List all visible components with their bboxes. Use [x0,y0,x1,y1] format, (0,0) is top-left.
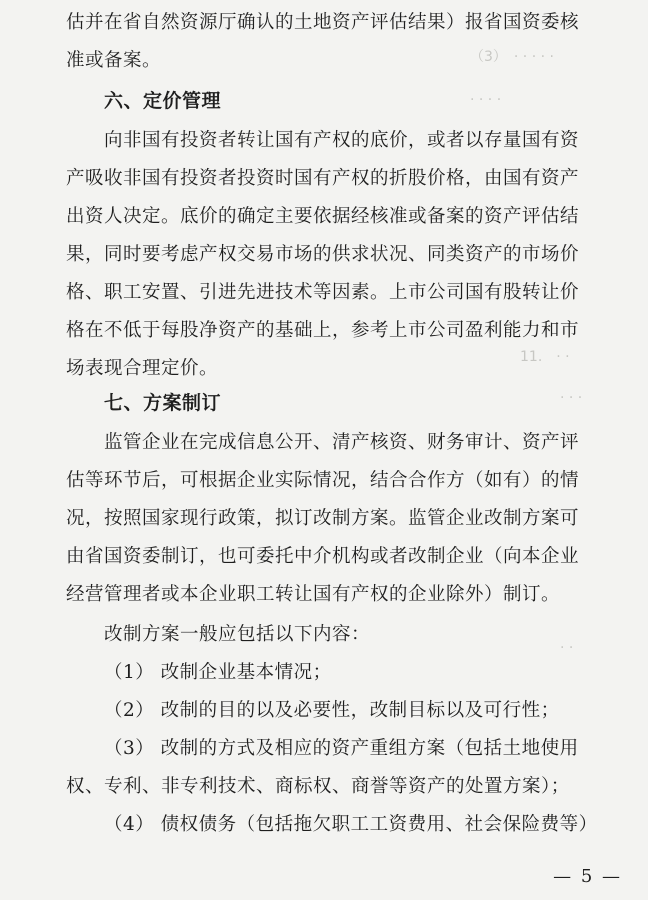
paragraph-line: 改制方案一般应包括以下内容： [104,624,371,645]
section-heading: 七、方案制订 [104,392,222,414]
bleed-through-text: · · [560,640,574,656]
paragraph-line: 果，同时要考虑产权交易市场的供求状况、同类资产的市场价 [66,244,580,265]
paragraph-line: 格在不低于每股净资产的基础上，参考上市公司盈利能力和市 [66,320,580,341]
paragraph-line: 出资人决定。底价的确定主要依据经核准或备案的资产评估结 [66,206,580,227]
section-heading: 六、定价管理 [104,90,222,112]
paragraph-line: 准或备案。 [66,50,162,71]
paragraph-line: 经营管理者或本企业职工转让国有产权的企业除外）制订。 [66,584,561,605]
paragraph-line: 格、职工安置、引进先进技术等因素。上市公司国有股转让价 [66,282,580,303]
bleed-through-text: · · · [560,390,583,406]
paragraph-line: 况，按照国家现行政策，拟订改制方案。监管企业改制方案可 [66,508,580,529]
paragraph-line: 权、专利、非专利技术、商标权、商誉等资产的处置方案）； [66,776,570,797]
paragraph-line: 监管企业在完成信息公开、清产核资、财务审计、资产评 [104,432,580,453]
paragraph-line: 向非国有投资者转让国有产权的底价，或者以存量国有资 [104,130,580,151]
bleed-through-text: 11. · · [520,349,570,365]
list-item: （2） 改制的目的以及必要性，改制目标以及可行性； [104,700,560,721]
list-item: （3） 改制的方式及相应的资产重组方案（包括土地使用 [104,738,579,759]
bleed-through-text: （3） · · · · · [470,49,554,65]
bleed-through-text: · · · · [470,92,502,108]
paragraph-line: 场表现合理定价。 [66,358,219,379]
list-item: （4） 债权债务（包括拖欠职工工资费用、社会保险费等） [104,814,598,835]
paragraph-line: 估并在省自然资源厅确认的土地资产评估结果）报省国资委核 [66,12,580,33]
paragraph-line: 由省国资委制订，也可委托中介机构或者改制企业（向本企业 [66,546,580,567]
page-number: — 5 — [553,866,622,887]
list-item: （1） 改制企业基本情况； [104,662,332,683]
paragraph-line: 估等环节后，可根据企业实际情况，结合合作方（如有）的情 [66,470,580,491]
paragraph-line: 产吸收非国有投资者投资时国有产权的折股价格，由国有资产 [66,168,580,189]
